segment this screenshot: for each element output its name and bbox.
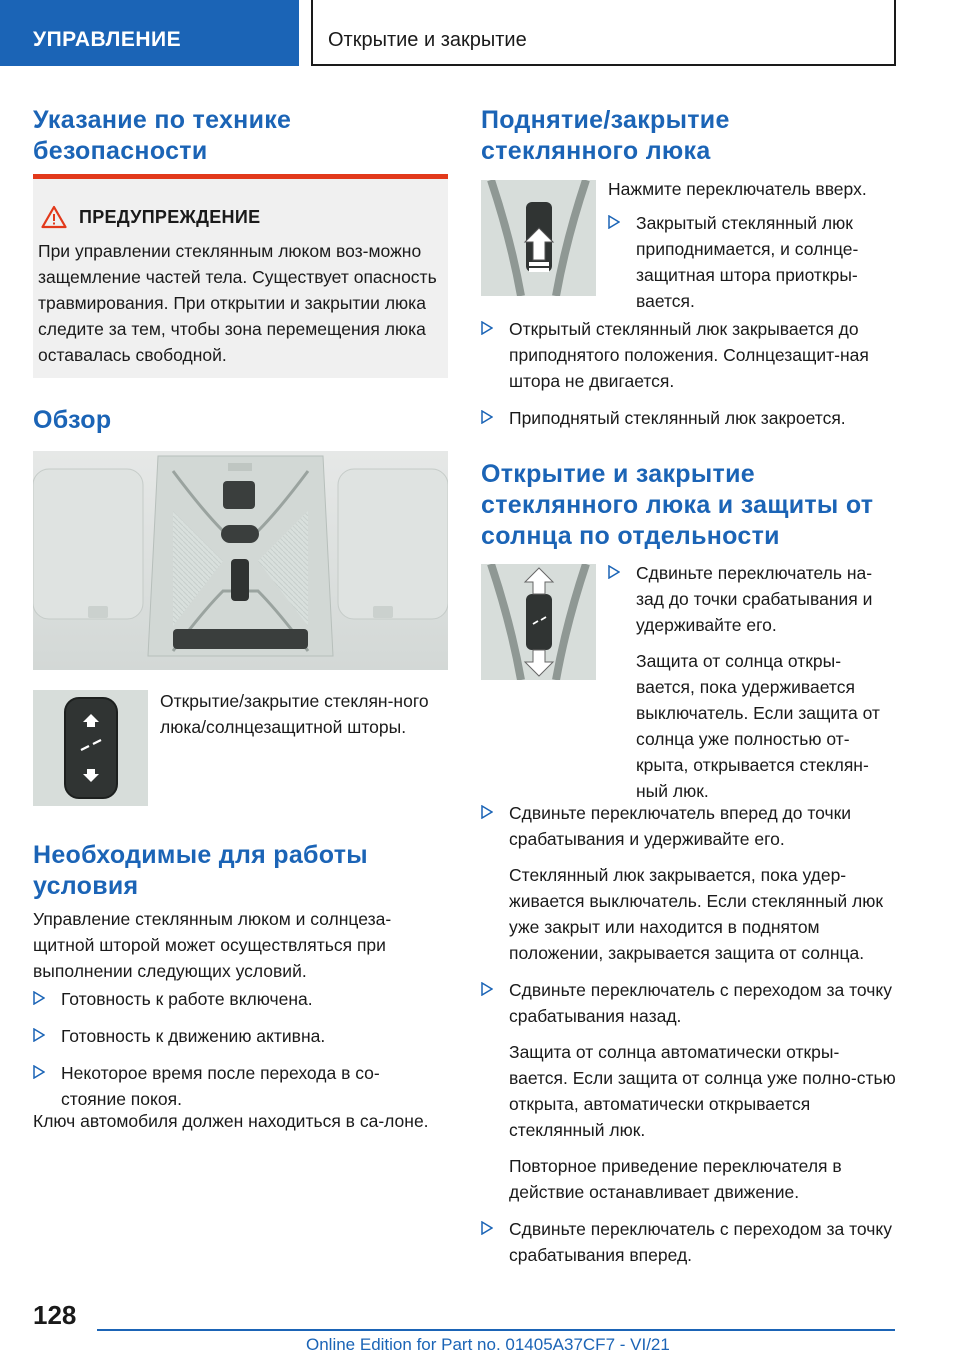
triangle-bullet-icon	[608, 565, 620, 579]
triangle-bullet-icon	[481, 805, 493, 819]
separate-list-inline	[608, 560, 898, 815]
triangle-bullet-icon	[481, 321, 493, 335]
list-item: Сдвиньте переключатель вперед до точки срабатывания и удерживайте его. Стеклянный люк закрывается, пока удер-живается выключатель. Если стеклянный люк уже закрыт или находится в поднятом положении, закрывается защита от солнца.	[481, 800, 896, 966]
triangle-bullet-icon	[33, 1028, 45, 1042]
warning-box	[33, 174, 448, 378]
raise-heading: Поднятие/закрытие стеклянного люка	[481, 106, 730, 165]
raise-intro: Нажмите переключатель вверх.	[608, 179, 867, 199]
triangle-bullet-icon	[33, 1065, 45, 1079]
separate-heading: Открытие и закрытие стеклянного люка и защиты от солнца по отдельности	[481, 460, 874, 550]
raise-list	[481, 316, 896, 442]
conditions-intro: Управление стеклянным люком и солнцеза-щитной шторой может осуществляться при выполнении следующих условий.	[33, 909, 392, 981]
chapter-tab	[311, 0, 896, 66]
footer-divider	[97, 1329, 895, 1331]
list-item: Сдвиньте переключатель с переходом за точку срабатывания вперед.	[481, 1216, 896, 1268]
overhead-console-image	[33, 451, 448, 670]
roof-switch-image	[33, 690, 148, 806]
key-note: Ключ автомобиля должен находиться в са-лоне.	[33, 1111, 429, 1131]
list-item: Закрытый стеклянный люк приподнимается, и солнце-защитная штора приоткры-вается.	[608, 210, 898, 314]
list-item: Сдвиньте переключатель на-зад до точки срабатывания и удерживайте его. Защита от солнца откры-вается, пока удерживается выключатель. Если защита от солнца уже полностью от-крыта, открывается стеклян-ный люк.	[608, 560, 898, 804]
safety-heading: Указание по технике безопасности	[33, 106, 292, 165]
section-title: УПРАВЛЕНИЕ	[33, 28, 182, 51]
list-item: Некоторое время после перехода в со-стояние покоя.	[33, 1060, 443, 1112]
list-item: Готовность к движению активна.	[33, 1023, 443, 1049]
warning-triangle-icon	[41, 205, 67, 229]
list-item: Приподнятый стеклянный люк закроется.	[481, 405, 896, 431]
conditions-heading: Необходимые для работы условия	[33, 841, 368, 900]
list-item: Сдвиньте переключатель с переходом за точку срабатывания назад. Защита от солнца автоматически откры-вается. Если защита от солнца уже полно-стью открыта, автоматически открывается стеклянный люк. Повторное приведение переключателя в действие останавливает движение.	[481, 977, 896, 1205]
switch-press-up-image	[481, 180, 596, 296]
triangle-bullet-icon	[608, 215, 620, 229]
list-item: Готовность к работе включена.	[33, 986, 443, 1012]
warning-label: ПРЕДУПРЕЖДЕНИЕ	[79, 206, 261, 227]
overview-heading: Обзор	[33, 406, 112, 434]
triangle-bullet-icon	[33, 991, 45, 1005]
switch-slide-image	[481, 564, 596, 680]
separate-list	[481, 800, 896, 1279]
switch-caption: Открытие/закрытие стеклян-ного люка/солнцезащитной шторы.	[160, 691, 429, 737]
page-number: 128	[33, 1300, 77, 1330]
section-tab	[0, 0, 299, 66]
triangle-bullet-icon	[481, 1221, 493, 1235]
triangle-bullet-icon	[481, 410, 493, 424]
raise-list-inline	[608, 210, 898, 325]
edition-note: Online Edition for Part no. 01405A37CF7 - VI/21	[306, 1335, 670, 1354]
warning-text: При управлении стеклянным люком воз-можно защемление частей тела. Существует опасность травмирования. При открытии и закрытии люка следите за тем, чтобы зона перемещения люка оставалась свободной.	[38, 241, 437, 365]
chapter-title: Открытие и закрытие	[328, 29, 527, 51]
list-item: Открытый стеклянный люк закрывается до приподнятого положения. Солнцезащит-ная штора не двигается.	[481, 316, 896, 394]
conditions-list	[33, 986, 443, 1123]
triangle-bullet-icon	[481, 982, 493, 996]
